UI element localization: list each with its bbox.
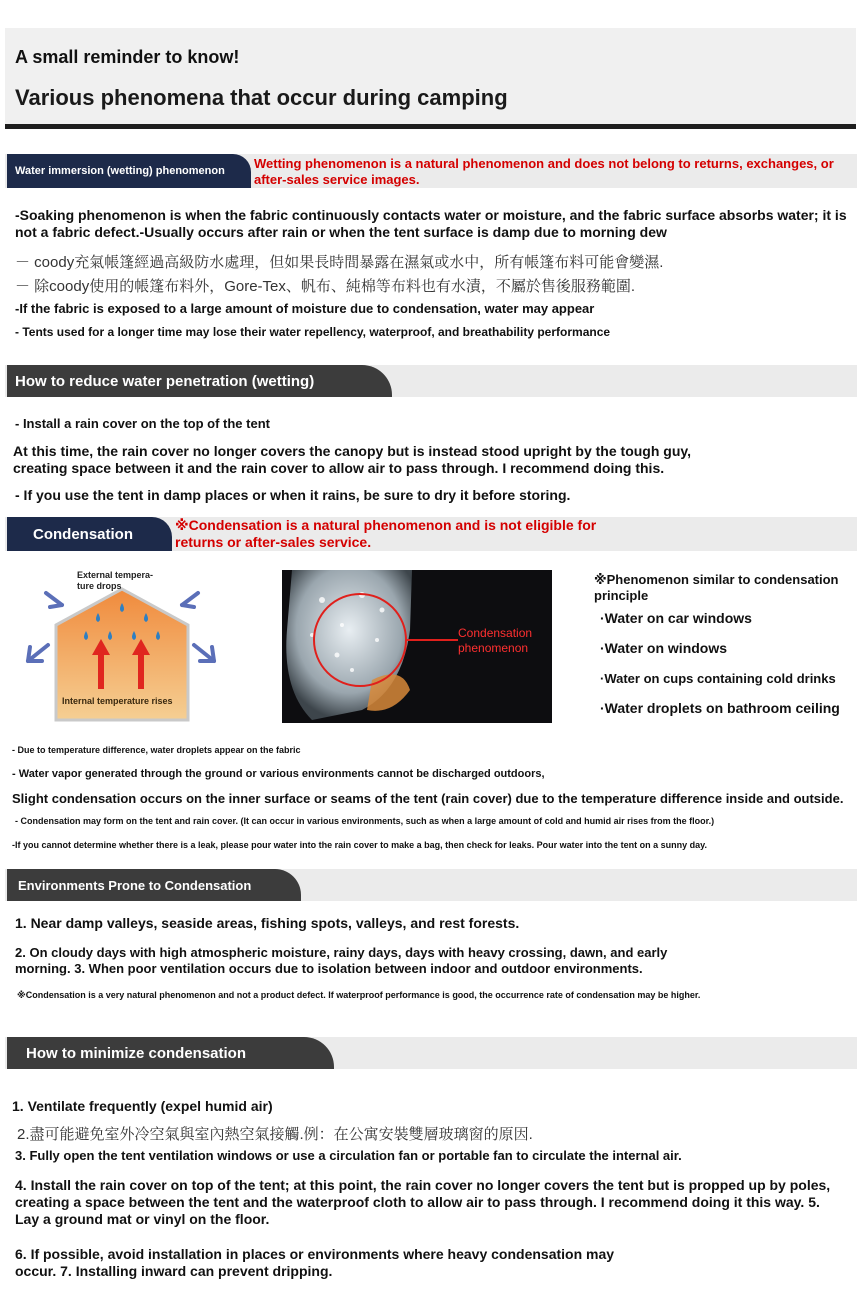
minimize-tab-label: How to minimize condensation: [26, 1044, 247, 1062]
wetting-cjk-line-2: － 除coody使用的帳篷布料外，Gore-Tex、帆布、純棉等布料也有水漬，不屬於售後服務範圍.: [15, 278, 636, 295]
wetting-line-3: -If the fabric is exposed to a large amount of moisture due to condensation, water may appear: [15, 301, 595, 316]
condensation-tab: [7, 517, 172, 551]
wetting-tab: [7, 154, 251, 188]
environments-note: ※Condensation is a very natural phenomenon and not a product defect. If waterproof performance is good, the occurrence rate of condensation may be higher.: [17, 990, 701, 1000]
condensation-note-5: -If you cannot determine whether there is a leak, please pour water into the rain cover to make a bag, then check for leaks. Pour water into the tent on a sunny day.: [12, 840, 708, 850]
header-divider: [5, 124, 856, 129]
minimize-item-3: 3. Fully open the tent ventilation windows or use a circulation fan or portable fan to circulate the internal air.: [15, 1148, 682, 1163]
reduce-tab: [7, 365, 392, 397]
wetting-cjk-line-1: － coody充氣帳篷經過高級防水處理，但如果長時間暴露在濕氣或水中，所有帳篷布料可能會變濕.: [15, 254, 664, 271]
environments-tab: [7, 869, 301, 901]
condensation-warning: ※Condensation is a natural phenomenon and is not eligible for returns or after-sales service.: [175, 517, 597, 550]
condensation-photo: [282, 570, 552, 723]
similar-item: ·Water droplets on bathroom ceiling: [600, 700, 840, 716]
similar-item: ·Water on car windows: [600, 610, 752, 626]
wetting-warning: Wetting phenomenon is a natural phenomenon and does not belong to returns, exchanges, or after-sales service images.: [254, 156, 834, 187]
wetting-tab-label: Water immersion (wetting) phenomenon: [15, 165, 225, 177]
similar-item: ·Water on windows: [600, 640, 728, 656]
minimize-item-1: 1. Ventilate frequently (expel humid air): [12, 1098, 273, 1114]
minimize-item-2: 2.盡可能避免室外冷空氣與室內熱空氣接觸.例：在公寓安裝雙層玻璃窗的原因.: [17, 1126, 533, 1143]
wetting-line-4: - Tents used for a longer time may lose their water repellency, waterproof, and breathability performance: [15, 325, 611, 339]
photo-label: Condensation phenomenon: [458, 626, 533, 655]
reduce-line-1: - Install a rain cover on the top of the tent: [15, 416, 270, 431]
reduce-paragraph: At this time, the rain cover no longer covers the canopy but is instead stood upright by the tough guy, creating space between it and the rain cover to allow air to pass through. I recommend doing this.: [13, 443, 692, 476]
condensation-diagram: [22, 565, 222, 725]
condensation-note-4: - Condensation may form on the tent and rain cover. (It can occur in various environments, such as when a large amount of cold and humid air rises from the floor.): [15, 816, 715, 826]
condensation-note-2: - Water vapor generated through the ground or various environments cannot be discharged outdoors,: [12, 768, 545, 780]
similar-title: ※Phenomenon similar to condensation principle: [594, 572, 839, 603]
diagram-top-label: External tempera- ture drops: [77, 570, 154, 591]
environments-item-1: 1. Near damp valleys, seaside areas, fishing spots, valleys, and rest forests.: [15, 915, 520, 931]
environments-item-2: 2. On cloudy days with high atmospheric moisture, rainy days, days with heavy crossing, dawn, and early morning. 3. When poor ventilation occurs due to isolation between indoor and outdoor environments.: [15, 945, 668, 976]
header-banner: [5, 28, 856, 126]
header-subtitle: A small reminder to know!: [15, 47, 240, 67]
environments-tab-label: Environments Prone to Condensation: [18, 877, 252, 893]
wetting-paragraph: -Soaking phenomenon is when the fabric continuously contacts water or moisture, and the fabric surface absorbs water; it is not a fabric defect.-Usually occurs after rain or when the tent surface is damp due to morning dew: [15, 207, 847, 240]
minimize-item-5: 6. If possible, avoid installation in places or environments where heavy condensation may occur. 7. Installing inward can prevent dripping.: [15, 1246, 615, 1279]
reduce-line-2: - If you use the tent in damp places or when it rains, be sure to dry it before storing.: [15, 487, 571, 503]
page-title: Various phenomena that occur during camping: [15, 85, 508, 110]
minimize-item-4: 4. Install the rain cover on top of the tent; at this point, the rain cover no longer covers the tent but is propped up by poles, creating a space between the tent and the waterproof cloth to allow air to pass through. I recommend doing it this way. 5. Lay a ground mat or vinyl on the floor.: [15, 1177, 831, 1227]
diagram-bottom-label: Internal temperature rises: [62, 696, 173, 706]
minimize-tab: [7, 1037, 334, 1069]
condensation-note-3: Slight condensation occurs on the inner surface or seams of the tent (rain cover) due to the temperature difference inside and outside.: [12, 791, 844, 806]
reduce-tab-label: How to reduce water penetration (wetting): [15, 372, 315, 390]
condensation-note-1: - Due to temperature difference, water droplets appear on the fabric: [12, 745, 301, 755]
condensation-tab-label: Condensation: [33, 525, 133, 543]
similar-item: ·Water on cups containing cold drinks: [600, 671, 836, 686]
